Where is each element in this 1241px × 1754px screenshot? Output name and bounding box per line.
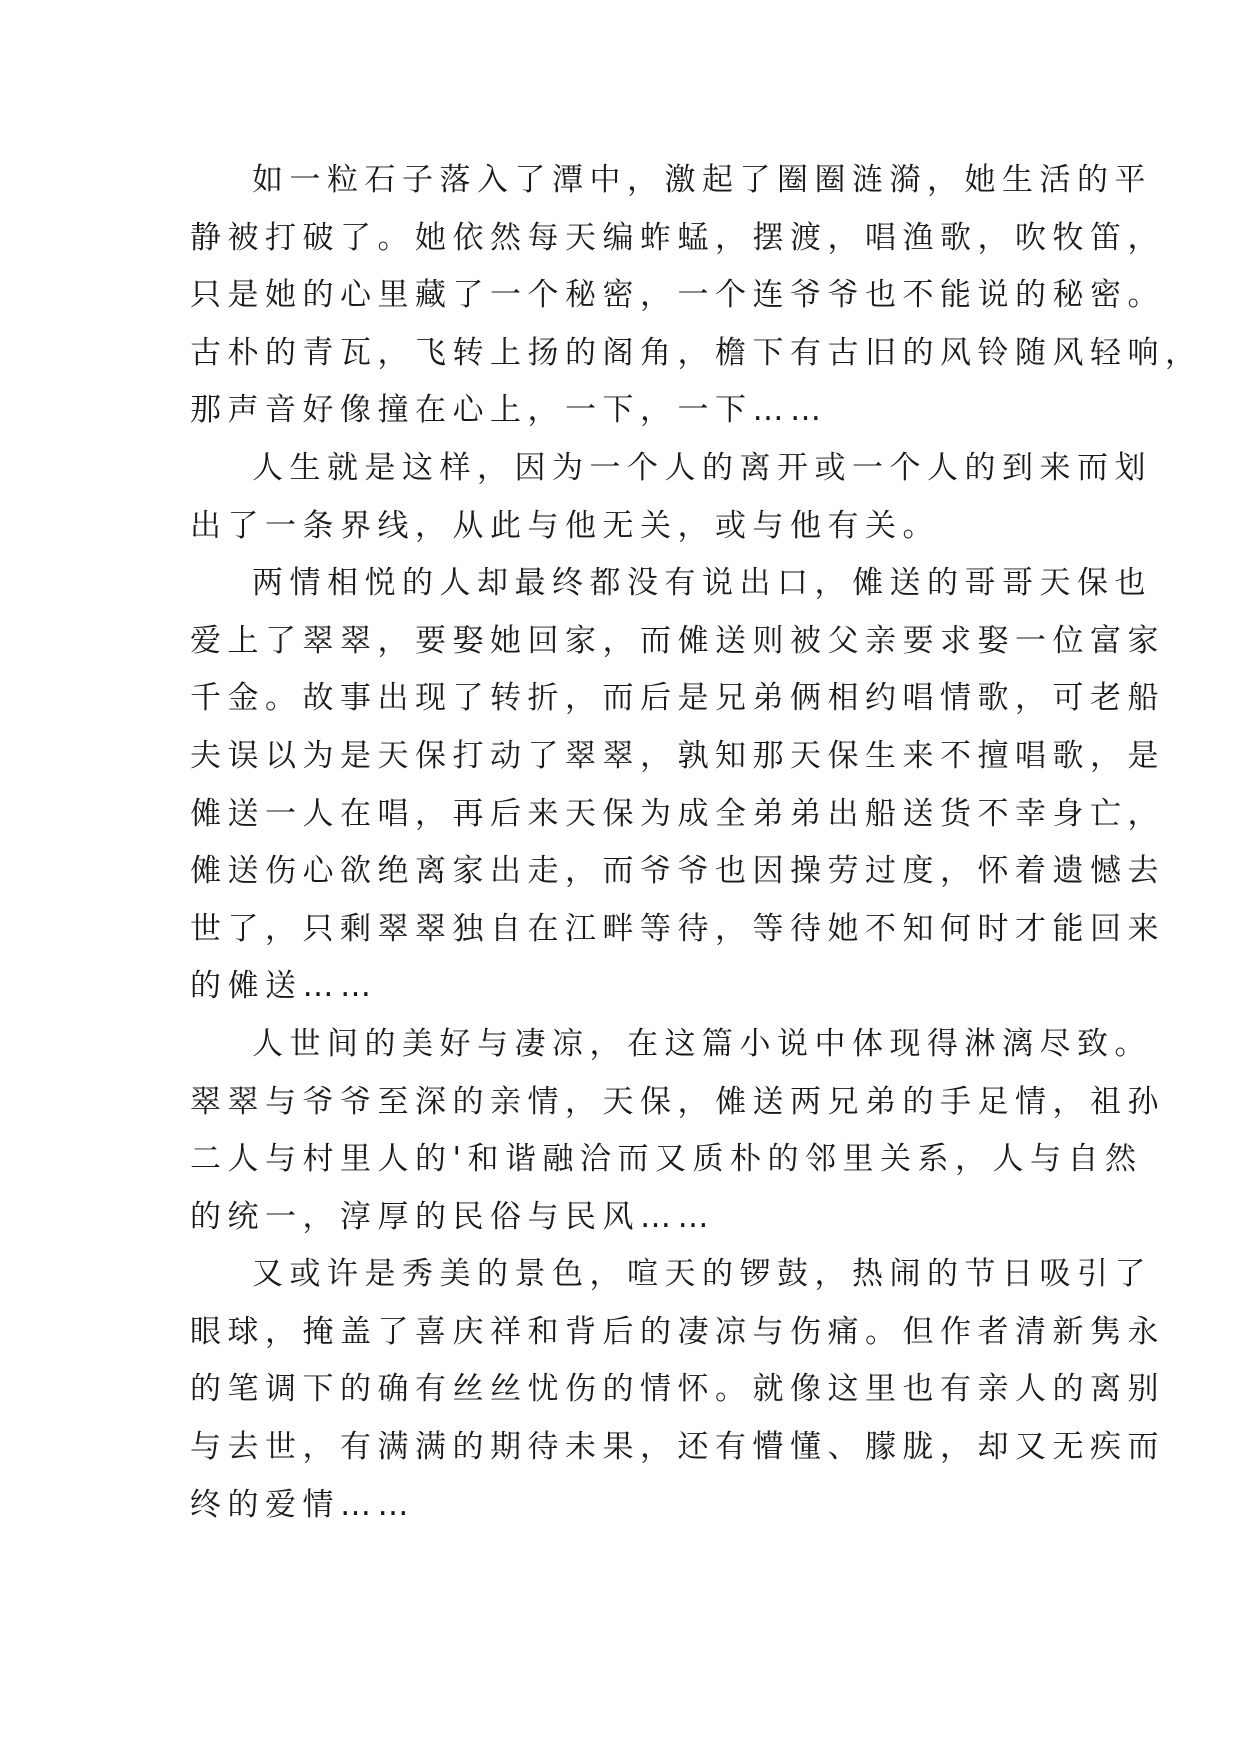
text-line: 傩送伤心欲绝离家出走，而爷爷也因操劳过度，怀着遗憾去: [190, 853, 1165, 890]
text-line: 二人与村里人的'和谐融洽而又质朴的邻里关系，人与自然: [190, 1141, 1143, 1178]
text-line: 夫误以为是天保打动了翠翠，孰知那天保生来不擅唱歌，是: [190, 737, 1165, 774]
text-line: 人世间的美好与凄凉，在这篇小说中体现得淋漓尽致。: [252, 1025, 1152, 1062]
text-line: 出了一条界线，从此与他无关，或与他有关。: [190, 507, 940, 544]
text-line: 古朴的青瓦，飞转上扬的阁角，檐下有古旧的风铃随风轻响，: [190, 334, 1203, 371]
text-line: 傩送一人在唱，再后来天保为成全弟弟出船送货不幸身亡，: [190, 795, 1165, 832]
text-line: 静被打破了。她依然每天编蚱蜢，摆渡，唱渔歌，吹牧笛，: [190, 219, 1165, 256]
text-line: 又或许是秀美的景色，喧天的锣鼓，热闹的节日吸引了: [252, 1256, 1152, 1293]
text-line: 与去世，有满满的期待未果，还有懵懂、朦胧，却又无疾而: [190, 1429, 1165, 1466]
text-line: 那声音好像撞在心上，一下，一下……: [190, 392, 828, 429]
document-body: [190, 152, 1203, 1534]
text-line: 如一粒石子落入了潭中，激起了圈圈涟漪，她生活的平: [252, 162, 1152, 198]
text-line: 爱上了翠翠，要娶她回家，而傩送则被父亲要求娶一位富家: [190, 622, 1165, 659]
text-line: 终的爱情……: [190, 1486, 415, 1523]
text-line: 的傩送……: [190, 968, 378, 1005]
text-line: 的笔调下的确有丝丝忧伤的情怀。就像这里也有亲人的离别: [190, 1371, 1165, 1408]
text-line: 翠翠与爷爷至深的亲情，天保，傩送两兄弟的手足情，祖孙: [190, 1083, 1165, 1120]
text-line: 的统一，淳厚的民俗与民风……: [190, 1198, 715, 1235]
text-line: 只是她的心里藏了一个秘密，一个连爷爷也不能说的秘密。: [190, 277, 1165, 314]
text-line: 世了，只剩翠翠独自在江畔等待，等待她不知何时才能回来: [190, 910, 1165, 947]
text-line: 千金。故事出现了转折，而后是兄弟俩相约唱情歌，可老船: [190, 680, 1165, 717]
text-line: 两情相悦的人却最终都没有说出口，傩送的哥哥天保也: [252, 565, 1152, 602]
text-line: 人生就是这样，因为一个人的离开或一个人的到来而划: [252, 449, 1152, 486]
text-line: 眼球，掩盖了喜庆祥和背后的凄凉与伤痛。但作者清新隽永: [190, 1313, 1165, 1350]
